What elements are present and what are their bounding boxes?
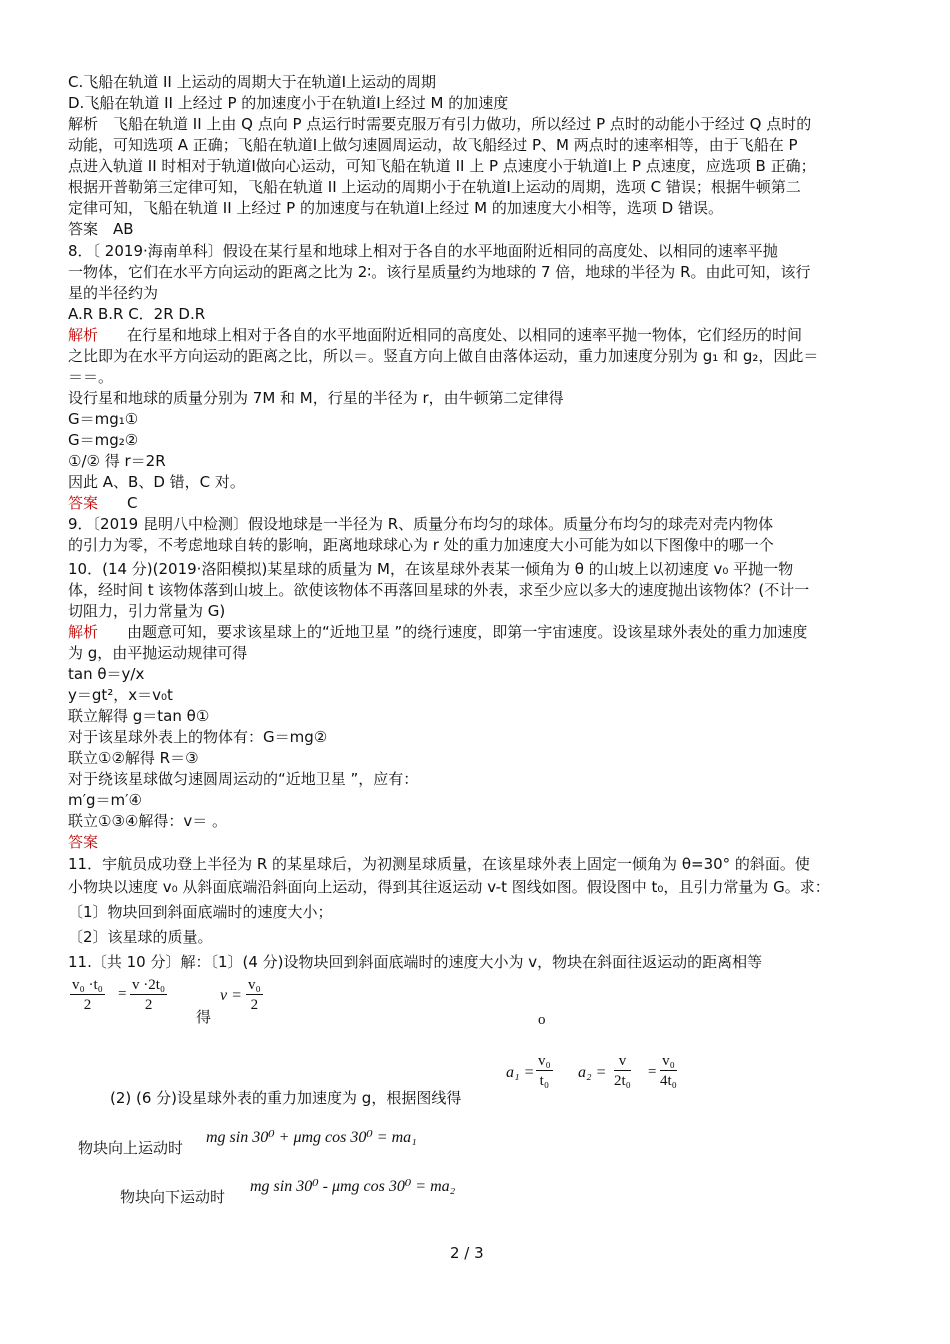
text-line-l13: 在行星和地球上相对于各自的水平地面附近相同的高度处、以相同的速率平抛一物体，它们经历的时间 bbox=[112, 326, 803, 344]
period-mark: o bbox=[538, 1012, 546, 1028]
text-line-l10: 一物体，它们在水平方向运动的距离之比为 2∶。该行星质量约为地球的 7 倍，地球的半径为 R。由此可知，该行 bbox=[68, 263, 811, 281]
text-line-l38: 11．宇航员成功登上半径为 R 的某星球后，为初测星球质量，在该星球外表上固定一倾角为 θ=30° 的斜面。使 bbox=[68, 855, 810, 873]
text-line-l36: 联立①③④解得：v＝ 。 bbox=[68, 812, 227, 830]
part2-intro: (2) (6 分)设星球外表的重力加速度为 g，根据图线得 bbox=[110, 1089, 462, 1107]
text-line-l13a: 解析 bbox=[68, 326, 99, 344]
numerator: v ·2t₀ bbox=[132, 977, 166, 993]
fraction-v0-t0-over-2 bbox=[70, 976, 105, 1015]
denominator: 2 bbox=[83, 997, 92, 1013]
text-line-l3: 解析 飞船在轨道 II 上由 Q 点向 P 点运行时需要克服万有引力做功，所以经过 P 点时的动能小于经过 Q 点时的 bbox=[68, 115, 812, 133]
text-line-l27a: 解析 bbox=[68, 623, 99, 641]
text-line-l21: C bbox=[112, 494, 138, 512]
text-line-l2: D.飞船在轨道 II 上经过 P 的加速度小于在轨道Ⅰ上经过 M 的加速度 bbox=[68, 94, 509, 112]
fraction-v0-over-4t0 bbox=[660, 1052, 677, 1091]
numerator: v₀ bbox=[660, 1052, 677, 1071]
text-line-l28: 为 g，由平抛运动规律可得 bbox=[68, 644, 248, 662]
text-line-l9: 8．〔 2019·海南单科〕假设在某行星和地球上相对于各自的水平地面附近相同的高度处、以相同的速率平抛 bbox=[68, 242, 778, 260]
text-line-l32: 对于该星球外表上的物体有：G＝mg② bbox=[68, 728, 328, 746]
upward-equation: mg sin 30⁰ + μmg cos 30⁰ = ma₁ bbox=[206, 1129, 417, 1146]
text-line-l21a: 答案 bbox=[68, 494, 99, 512]
text-line-l5: 点进入轨道 II 时相对于轨道Ⅰ做向心运动，可知飞船在轨道 II 上 P 点速度小于轨道Ⅰ上 P 点速度，应选项 B 正确； bbox=[68, 157, 816, 175]
text-line-l27: 由题意可知，要求该星球上的“近地卫星 ”的绕行速度，即第一宇宙速度。设该星球外表处的重力加速度 bbox=[112, 623, 808, 641]
text-line-l31: 联立解得 g＝tan θ① bbox=[68, 707, 210, 725]
text-line-l7: 定律可知，飞船在轨道 II 上经过 P 的加速度与在轨道Ⅰ上经过 M 的加速度大小相等，选项 D 错误。 bbox=[68, 199, 723, 217]
text-line-l6: 根据开普勒第三定律可知，飞船在轨道 II 上运动的周期小于在轨道Ⅰ上运动的周期，选项 C 错误；根据牛顿第二 bbox=[68, 178, 801, 196]
text-line-l35: m′g＝m′④ bbox=[68, 791, 143, 809]
text-line-l11: 星的半径约为 bbox=[68, 284, 159, 302]
fraction-v0-over-t0 bbox=[536, 1052, 553, 1091]
text-line-l25: 体，经时间 t 该物体落到山坡上。欲使该物体不再落回星球的外表，求至少应以多大的速度抛出该物体？(不计一 bbox=[68, 581, 810, 599]
equals-sign: = bbox=[118, 986, 127, 1002]
de-text: 得 bbox=[196, 1008, 212, 1026]
text-line-l33: 联立①②解得 R＝③ bbox=[68, 749, 199, 767]
numerator: v bbox=[614, 1052, 631, 1071]
numerator: v₀ ·t₀ bbox=[72, 977, 103, 993]
text-line-l26: 切阻力，引力常量为 G) bbox=[68, 602, 226, 620]
fraction-v-over-2t0 bbox=[614, 1052, 631, 1091]
text-line-l41: 〔2〕该星球的质量。 bbox=[68, 928, 213, 946]
denominator: 2t₀ bbox=[614, 1073, 631, 1089]
upward-label: 物块向上运动时 bbox=[78, 1139, 184, 1157]
text-line-l14: 之比即为在水平方向运动的距离之比，所以＝。竖直方向上做自由落体运动，重力加速度分别为 g₁ 和 g₂，因此＝ bbox=[68, 347, 819, 365]
text-line-l22: 9．〔2019 昆明八中检测〕假设地球是一半径为 R、质量分布均匀的球体。质量分布均匀的球壳对壳内物体 bbox=[68, 515, 774, 533]
fraction-v0-over-2 bbox=[246, 976, 263, 1015]
numerator: v₀ bbox=[538, 1053, 551, 1069]
text-line-l19: ①/② 得 r＝2R bbox=[68, 452, 166, 470]
denominator: 2 bbox=[144, 997, 153, 1013]
text-line-l29: tan θ＝y/x bbox=[68, 665, 145, 683]
text-line-l17: G＝mg₁① bbox=[68, 410, 139, 428]
v-lhs: v = bbox=[220, 987, 242, 1004]
text-line-l8: 答案 AB bbox=[68, 220, 134, 238]
text-line-l20: 因此 A、B、D 错，C 对。 bbox=[68, 473, 245, 491]
numerator: v₀ bbox=[248, 977, 261, 993]
text-line-l12: A.R B.R C．2R D.R bbox=[68, 305, 206, 323]
text-line-l1: C.飞船在轨道 II 上运动的周期大于在轨道Ⅰ上运动的周期 bbox=[68, 73, 437, 91]
denominator: 4t₀ bbox=[660, 1073, 677, 1089]
text-line-l4: 动能，可知选项 A 正确；飞船在轨道Ⅰ上做匀速圆周运动，故飞船经过 P、M 两点时的速率相等，由于飞船在 P bbox=[68, 136, 798, 154]
text-line-l30: y＝gt²，x＝v₀t bbox=[68, 686, 173, 704]
a2-lhs: a₂ = bbox=[578, 1064, 607, 1081]
equals-sign: = bbox=[648, 1064, 657, 1080]
page-number: 2 / 3 bbox=[450, 1244, 484, 1262]
text-line-l24: 10．(14 分)(2019·洛阳模拟)某星球的质量为 M，在该星球外表某一倾角为 θ 的山坡上以初速度 v₀ 平抛一物 bbox=[68, 560, 794, 578]
denominator: t₀ bbox=[539, 1073, 550, 1089]
downward-label: 物块向下运动时 bbox=[120, 1188, 226, 1206]
downward-equation: mg sin 30⁰ - μmg cos 30⁰ = ma₂ bbox=[250, 1178, 456, 1195]
text-line-l16: 设行星和地球的质量分别为 7M 和 M，行星的半径为 r，由牛顿第二定律得 bbox=[68, 389, 564, 407]
text-line-l37: 答案 bbox=[68, 833, 99, 851]
text-line-l39: 小物块以速度 v₀ 从斜面底端沿斜面向上运动，得到其往返运动 v-t 图线如图。假设图中 t₀，且引力常量为 G。求： bbox=[68, 878, 830, 896]
text-line-l15: ＝＝。 bbox=[68, 368, 114, 386]
denominator: 2 bbox=[250, 997, 259, 1013]
text-line-l42: 11.〔共 10 分〕解：〔1〕(4 分)设物块回到斜面底端时的速度大小为 v，物块在斜面往返运动的距离相等 bbox=[68, 953, 763, 971]
fraction-v-2t0-over-2 bbox=[130, 976, 167, 1015]
text-line-l34: 对于绕该星球做匀速圆周运动的“近地卫星 ”，应有： bbox=[68, 770, 419, 788]
text-line-l40: 〔1〕物块回到斜面底端时的速度大小； bbox=[68, 903, 333, 921]
text-line-l18: G＝mg₂② bbox=[68, 431, 139, 449]
text-line-l23: 的引力为零，不考虑地球自转的影响，距离地球球心为 r 处的重力加速度大小可能为如以下图像中的哪一个 bbox=[68, 536, 774, 554]
a1-lhs: a₁ = bbox=[506, 1064, 535, 1081]
